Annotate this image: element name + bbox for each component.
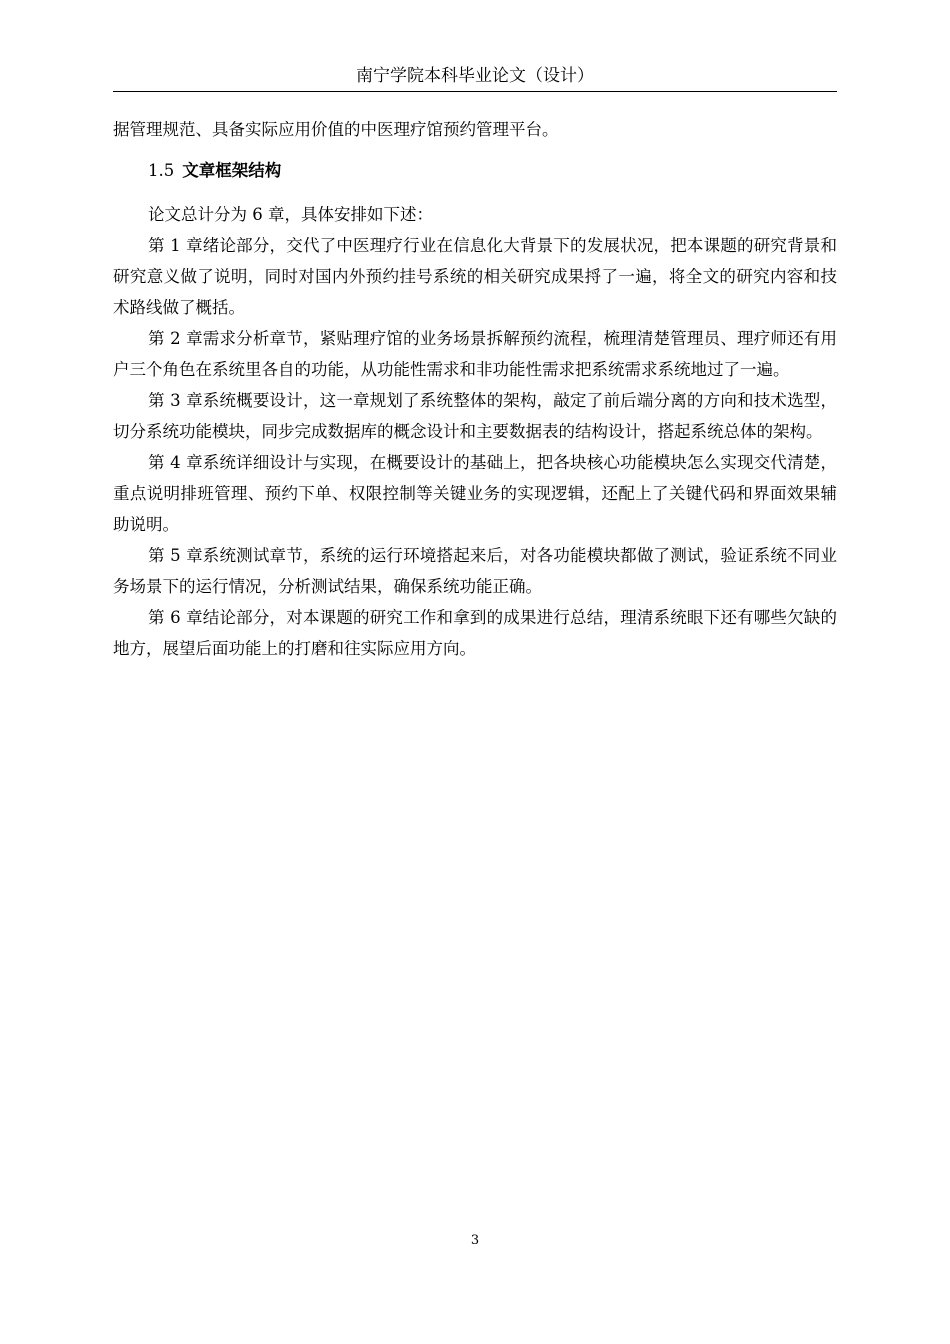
header-rule (113, 91, 837, 92)
running-header: 南宁学院本科毕业论文（设计） (356, 66, 594, 86)
paragraph-chapter-3: 第 3 章系统概要设计，这一章规划了系统整体的架构，敲定了前后端分离的方向和技术选型，切分系统功能模块，同步完成数据库的概念设计和主要数据表的结构设计，搭起系统总体的架构。 (113, 391, 837, 441)
page-body (113, 114, 837, 664)
section-heading (113, 159, 837, 183)
continuation-paragraph: 据管理规范、具备实际应用价值的中医理疗馆预约管理平台。 (113, 120, 559, 139)
section-title: 文章框架结构 (182, 161, 282, 180)
paragraph-chapter-6: 第 6 章结论部分，对本课题的研究工作和拿到的成果进行总结，理清系统眼下还有哪些欠缺的地方，展望后面功能上的打磨和往实际应用方向。 (113, 608, 837, 658)
page-number: 3 (470, 1233, 480, 1248)
paragraph-chapter-2: 第 2 章需求分析章节，紧贴理疗馆的业务场景拆解预约流程，梳理清楚管理员、理疗师还有用户三个角色在系统里各自的功能，从功能性需求和非功能性需求把系统需求系统地过了一遍。 (113, 329, 837, 379)
paragraph-overview: 论文总计分为 6 章，具体安排如下述： (148, 205, 433, 224)
paragraph-chapter-1: 第 1 章绪论部分，交代了中医理疗行业在信息化大背景下的发展状况，把本课题的研究背景和研究意义做了说明，同时对国内外预约挂号系统的相关研究成果捋了一遍，将全文的研究内容和技术路线做了概括。 (113, 236, 837, 317)
paragraph-chapter-5: 第 5 章系统测试章节，系统的运行环境搭起来后，对各功能模块都做了测试，验证系统不同业务场景下的运行情况，分析测试结果，确保系统功能正确。 (113, 546, 837, 596)
paragraph-chapter-4: 第 4 章系统详细设计与实现，在概要设计的基础上，把各块核心功能模块怎么实现交代清楚，重点说明排班管理、预约下单、权限控制等关键业务的实现逻辑，还配上了关键代码和界面效果辅助说明。 (113, 453, 837, 534)
section-number: 1.5 (148, 161, 175, 180)
